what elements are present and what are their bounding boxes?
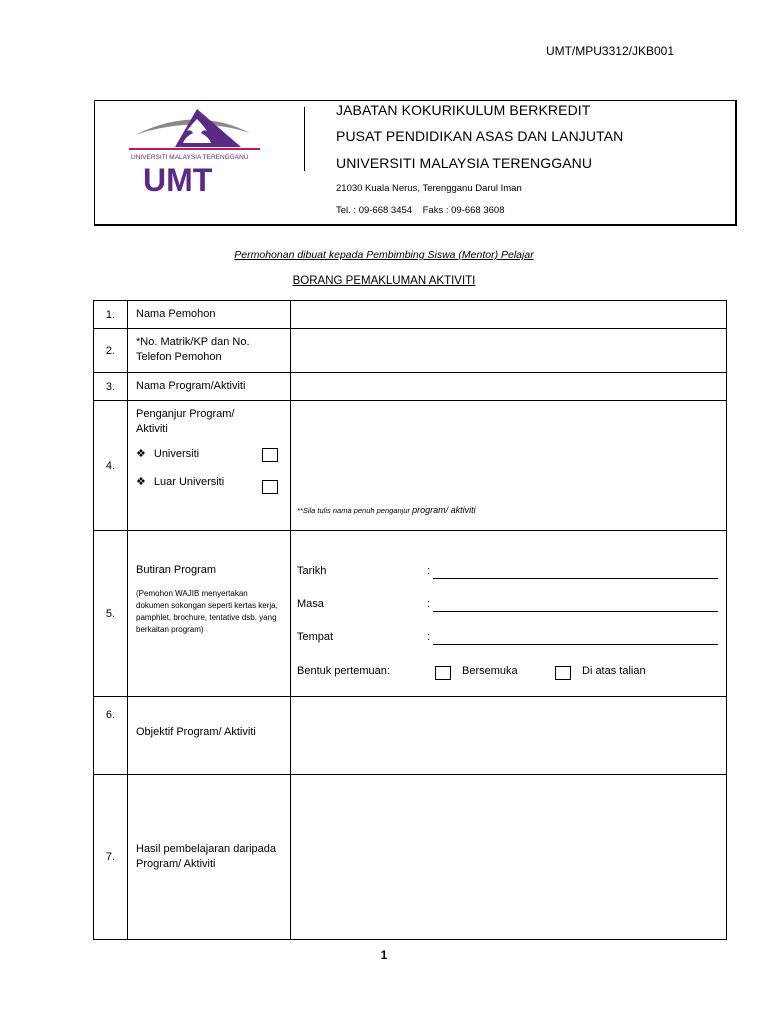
- date-input-line[interactable]: [433, 578, 718, 579]
- row-number: 2.: [94, 329, 128, 373]
- online-checkbox[interactable]: [555, 666, 571, 680]
- header-line-1: JABATAN KOKURIKULUM BERKREDIT: [336, 102, 591, 118]
- table-row: [94, 329, 727, 373]
- bersemuka-label: Bersemuka: [462, 665, 518, 677]
- row-number: 5.: [94, 531, 128, 697]
- row-number: 7.: [94, 775, 128, 940]
- row-number: 4.: [94, 401, 128, 531]
- row-label-text: Objektif Program/ Aktiviti: [136, 726, 256, 738]
- row-label: [128, 697, 291, 775]
- note-text: **Sila tulis nama penuh penganjur: [297, 506, 413, 515]
- colon: :: [427, 631, 431, 643]
- colon: :: [427, 598, 431, 610]
- note-text-end: program/ aktiviti: [412, 505, 476, 515]
- matric-phone-field[interactable]: [291, 329, 727, 373]
- supporting-docs-note: (Pemohon WAJIB menyertakan dokumen sokongan seperti kertas kerja, pamphlet, brochure, tentative dsb. yang berkaitan program): [136, 589, 278, 634]
- venue-label: Tempat: [297, 631, 334, 643]
- table-row: [94, 697, 727, 775]
- organizer-name-field[interactable]: [291, 401, 727, 531]
- header-phone: Tel. : 09-668 3454 Faks : 09-668 3608: [336, 205, 505, 216]
- venue-input-line[interactable]: [433, 644, 718, 645]
- luar-universiti-checkbox[interactable]: [262, 480, 278, 494]
- row-label: Penganjur Program/ Aktiviti: [136, 408, 235, 435]
- letterhead: [94, 100, 737, 226]
- submission-notice: Permohonan dibuat kepada Pembimbing Siswa (Mentor) Pelajar: [234, 249, 534, 261]
- colon: :: [427, 565, 431, 577]
- header-address: 21030 Kuala Nerus, Terengganu Darul Iman: [336, 183, 522, 194]
- universiti-checkbox[interactable]: [262, 448, 278, 462]
- document-code: UMT/MPU3312/JKB001: [545, 44, 674, 58]
- date-label: Tarikh: [297, 565, 327, 577]
- applicant-name-field[interactable]: [291, 301, 727, 329]
- row-number-text: 6.: [105, 709, 116, 721]
- logo-caption: UNIVERSITI MALAYSIA TERENGGANU: [131, 154, 249, 161]
- organizer-note: [297, 505, 476, 515]
- table-row: [94, 401, 727, 531]
- form-title: BORANG PEMAKLUMAN AKTIVITI: [292, 275, 476, 287]
- objective-field[interactable]: [291, 697, 727, 775]
- time-row: [297, 598, 718, 614]
- venue-row: [297, 631, 718, 647]
- meeting-mode-label: Bentuk pertemuan:: [297, 665, 390, 677]
- bersemuka-checkbox[interactable]: [435, 666, 451, 680]
- table-row: [94, 301, 727, 329]
- table-row: [94, 373, 727, 401]
- program-details-fields: [291, 531, 727, 697]
- organizer-cell: [128, 401, 291, 531]
- row-number: 1.: [94, 301, 128, 329]
- logo-wordmark: UMT: [143, 162, 213, 197]
- row-label: [128, 775, 291, 940]
- row-number: 3.: [94, 373, 128, 401]
- umt-logo-icon: [125, 105, 270, 197]
- activity-form-table: [93, 300, 727, 940]
- option-universiti: [136, 447, 282, 463]
- online-label: Di atas talian: [582, 665, 646, 677]
- program-name-field[interactable]: [291, 373, 727, 401]
- header-line-2: PUSAT PENDIDIKAN ASAS DAN LANJUTAN: [336, 128, 624, 144]
- header-line-3: UNIVERSITI MALAYSIA TERENGGANU: [336, 155, 593, 171]
- diamond-bullet-icon: ❖: [136, 476, 146, 488]
- row-label: *No. Matrik/KP dan No. Telefon Pemohon: [128, 329, 291, 373]
- option-label: Universiti: [153, 448, 200, 460]
- table-row: [94, 775, 727, 940]
- header-divider: [304, 107, 305, 171]
- time-label: Masa: [297, 598, 324, 610]
- row-label-text: Hasil pembelajaran daripada Program/ Aktiviti: [136, 843, 277, 870]
- row-label: Butiran Program: [136, 564, 217, 576]
- option-luar-universiti: [136, 475, 282, 491]
- meeting-mode-row: [297, 665, 718, 681]
- row-label: Nama Program/Aktiviti: [128, 373, 291, 401]
- option-label: Luar Universiti: [153, 476, 225, 488]
- diamond-bullet-icon: ❖: [136, 448, 146, 460]
- page-number: 1: [380, 948, 388, 962]
- row-label: Nama Pemohon: [128, 301, 291, 329]
- date-row: [297, 565, 718, 581]
- row-number: [94, 697, 128, 775]
- program-details-cell: [128, 531, 291, 697]
- table-row: [94, 531, 727, 697]
- learning-outcome-field[interactable]: [291, 775, 727, 940]
- time-input-line[interactable]: [433, 611, 718, 612]
